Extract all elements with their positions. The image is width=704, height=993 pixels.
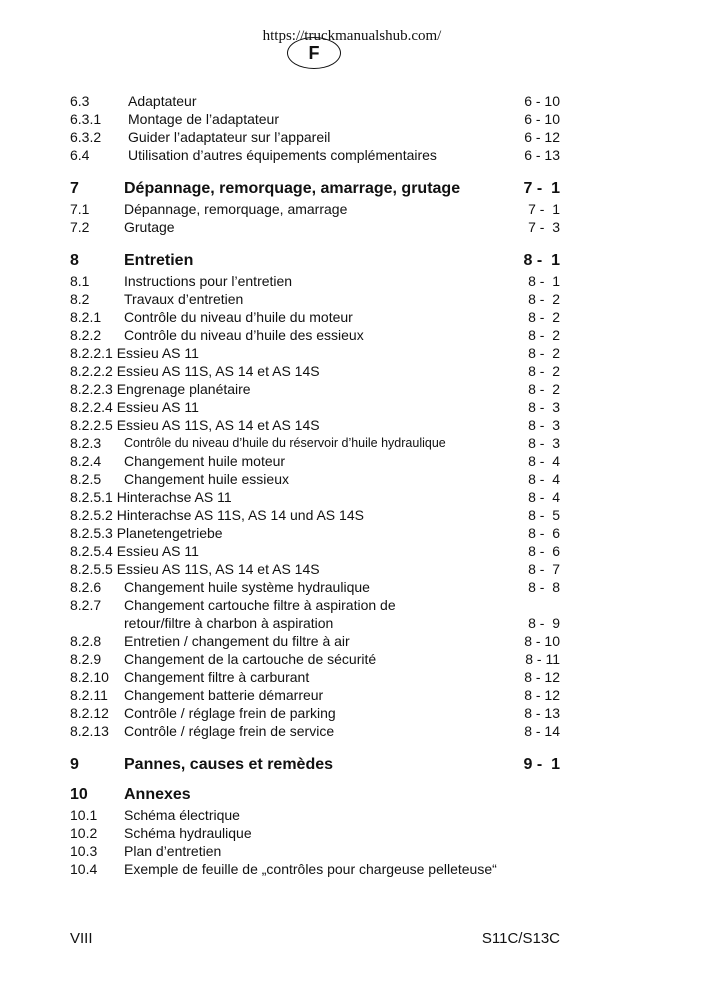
toc-page: 8 - 2: [528, 309, 560, 325]
toc-page: 7 - 3: [528, 219, 560, 235]
toc-number: 10: [70, 786, 88, 803]
toc-title: Grutage: [124, 219, 175, 235]
toc-page: 8 - 2: [528, 345, 560, 361]
toc-page: 8 - 4: [528, 489, 560, 505]
toc-page: 8 - 12: [524, 687, 560, 703]
toc-number: 6.3.2: [70, 129, 102, 145]
toc-title: Annexes: [124, 786, 191, 803]
toc-entry: [70, 416, 560, 434]
toc-number: 8.2.3: [70, 435, 102, 451]
toc-title: Utilisation d’autres équipements complémentaires: [128, 147, 437, 163]
page-footer: [70, 930, 560, 950]
toc-title: Entretien: [124, 252, 194, 269]
toc-title: Contrôle / réglage frein de service: [124, 723, 335, 739]
toc-title: Contrôle du niveau d’huile du réservoir d’huile hydraulique: [124, 436, 446, 450]
toc-title: 8.2.5.2 Hinterachse AS 11S, AS 14 und AS 14S: [70, 507, 364, 523]
toc-number: 10.1: [70, 807, 98, 823]
toc-page: 7 - 1: [523, 180, 560, 197]
toc-entry: [70, 128, 560, 146]
toc-number: 8: [70, 252, 79, 269]
toc-page: 6 - 12: [524, 129, 560, 145]
toc-number: 10.4: [70, 861, 98, 877]
toc-entry: [70, 362, 560, 380]
toc-number: 6.4: [70, 147, 90, 163]
toc-entry: [70, 470, 560, 488]
toc-page: 6 - 13: [524, 147, 560, 163]
toc-entry: [70, 704, 560, 722]
toc-title: retour/filtre à charbon à aspiration: [124, 615, 334, 631]
toc-spacer: [70, 164, 560, 178]
toc-entry: [70, 452, 560, 470]
toc-page: 8 - 2: [528, 363, 560, 379]
toc-entry: [70, 110, 560, 128]
toc-page: 8 - 10: [524, 633, 560, 649]
toc-entry: [70, 668, 560, 686]
toc-page: 9 - 1: [523, 756, 560, 773]
model-label: S11C/S13C: [481, 930, 560, 947]
toc-title: 8.2.5.3 Planetengetriebe: [70, 525, 223, 541]
toc-title: 8.2.5.5 Essieu AS 11S, AS 14 et AS 14S: [70, 561, 320, 577]
toc-number: 6.3.1: [70, 111, 102, 127]
toc-page: 8 - 2: [528, 327, 560, 343]
toc-title: 8.2.5.4 Essieu AS 11: [70, 543, 199, 559]
toc-page: 8 - 3: [528, 435, 560, 451]
toc-page: 8 - 3: [528, 399, 560, 415]
toc-title: Travaux d’entretien: [124, 291, 244, 307]
toc-title: Schéma hydraulique: [124, 825, 252, 841]
toc-entry: [70, 146, 560, 164]
toc-page: 8 - 4: [528, 453, 560, 469]
toc-entry: [70, 380, 560, 398]
toc-spacer: [70, 236, 560, 250]
toc-number: 8.2.9: [70, 651, 102, 667]
page-number: VIII: [70, 930, 93, 947]
toc-page: 8 - 12: [524, 669, 560, 685]
toc-entry: [70, 824, 560, 842]
toc-chapter: [70, 178, 560, 200]
toc-title: Changement huile essieux: [124, 471, 289, 487]
toc-number: 7.1: [70, 201, 90, 217]
toc-title: 8.2.2.2 Essieu AS 11S, AS 14 et AS 14S: [70, 363, 320, 379]
toc-title: Exemple de feuille de „contrôles pour chargeuse pelleteuse“: [124, 861, 497, 877]
toc-title: 8.2.2.4 Essieu AS 11: [70, 399, 199, 415]
toc-page: 8 - 14: [524, 723, 560, 739]
toc-page: 8 - 2: [528, 291, 560, 307]
toc-number: 9: [70, 756, 79, 773]
toc-title: 8.2.5.1 Hinterachse AS 11: [70, 489, 232, 505]
toc-entry: [70, 92, 560, 110]
toc-number: 10.3: [70, 843, 98, 859]
toc-page: 6 - 10: [524, 93, 560, 109]
toc-chapter: [70, 250, 560, 272]
language-badge: F: [287, 37, 341, 69]
toc-entry: [70, 722, 560, 740]
toc-entry: [70, 524, 560, 542]
toc-number: 8.2.7: [70, 597, 102, 613]
toc-title: Dépannage, remorquage, amarrage, grutage: [124, 180, 461, 197]
toc-page: 8 - 3: [528, 417, 560, 433]
toc-entry: [70, 596, 560, 614]
toc-number: 7.2: [70, 219, 90, 235]
toc-page: 8 - 9: [528, 615, 560, 631]
toc-page: 8 - 5: [528, 507, 560, 523]
toc-title: Contrôle du niveau d’huile du moteur: [124, 309, 353, 325]
toc-entry: [70, 842, 560, 860]
toc-title: Entretien / changement du filtre à air: [124, 633, 350, 649]
toc-entry: [70, 578, 560, 596]
toc-title: 8.2.2.5 Essieu AS 11S, AS 14 et AS 14S: [70, 417, 320, 433]
toc-title: Changement filtre à carburant: [124, 669, 310, 685]
toc-number: 8.2: [70, 291, 90, 307]
toc-number: 8.2.13: [70, 723, 109, 739]
toc-number: 8.2.1: [70, 309, 102, 325]
toc-page: 8 - 7: [528, 561, 560, 577]
toc-entry: [70, 290, 560, 308]
toc-title: Changement huile moteur: [124, 453, 286, 469]
toc-entry: [70, 398, 560, 416]
toc-title: 8.2.2.3 Engrenage planétaire: [70, 381, 251, 397]
toc-title: Adaptateur: [128, 93, 197, 109]
toc-title: 8.2.2.1 Essieu AS 11: [70, 345, 199, 361]
toc-number: 8.2.2: [70, 327, 102, 343]
toc-entry: [70, 488, 560, 506]
toc-title: Contrôle / réglage frein de parking: [124, 705, 336, 721]
toc-entry: [70, 308, 560, 326]
toc-title: Guider l’adaptateur sur l’appareil: [128, 129, 331, 145]
toc-entry: [70, 542, 560, 560]
toc-title: Montage de l’adaptateur: [128, 111, 279, 127]
toc-page: 8 - 2: [528, 381, 560, 397]
toc-page: 6 - 10: [524, 111, 560, 127]
toc-number: 8.2.10: [70, 669, 109, 685]
toc-title: Schéma électrique: [124, 807, 240, 823]
toc-entry: [70, 272, 560, 290]
toc-page: 8 - 13: [524, 705, 560, 721]
toc-number: 6.3: [70, 93, 90, 109]
toc-spacer: [70, 740, 560, 754]
toc-title: Instructions pour l’entretien: [124, 273, 293, 289]
toc-entry: [70, 614, 560, 632]
toc-page: 7 - 1: [528, 201, 560, 217]
toc-entry: [70, 860, 560, 878]
toc-page: 8 - 6: [528, 525, 560, 541]
toc-page: 8 - 8: [528, 579, 560, 595]
toc-chapter: [70, 784, 560, 806]
toc-entry: [70, 506, 560, 524]
toc-entry: [70, 806, 560, 824]
toc-title: Contrôle du niveau d’huile des essieux: [124, 327, 364, 343]
toc-entry: [70, 650, 560, 668]
toc-page: 8 - 6: [528, 543, 560, 559]
toc-page: 8 - 1: [523, 252, 560, 269]
toc-title: Changement cartouche filtre à aspiration de: [124, 597, 396, 613]
toc-page: 8 - 1: [528, 273, 560, 289]
toc-spacer: [70, 776, 560, 784]
toc-entry: [70, 686, 560, 704]
toc-title: Changement de la cartouche de sécurité: [124, 651, 377, 667]
toc-entry: [70, 218, 560, 236]
toc-number: 8.2.11: [70, 687, 108, 703]
toc-number: 8.2.6: [70, 579, 102, 595]
toc-number: 8.2.12: [70, 705, 109, 721]
toc-entry: [70, 560, 560, 578]
toc-entry: [70, 326, 560, 344]
toc-page: 8 - 11: [525, 651, 560, 667]
toc-entry: [70, 632, 560, 650]
toc-number: 8.2.5: [70, 471, 102, 487]
source-url[interactable]: https://truckmanualshub.com/: [262, 28, 442, 44]
toc-entry: [70, 200, 560, 218]
toc-chapter: [70, 754, 560, 776]
toc-page: 8 - 4: [528, 471, 560, 487]
toc-number: 8.2.8: [70, 633, 102, 649]
toc-title: Pannes, causes et remèdes: [124, 756, 334, 773]
toc-entry: [70, 344, 560, 362]
toc-entry: [70, 434, 560, 452]
toc-number: 8.1: [70, 273, 90, 289]
toc-title: Changement huile système hydraulique: [124, 579, 370, 595]
table-of-contents: [70, 92, 560, 878]
toc-title: Plan d’entretien: [124, 843, 222, 859]
toc-number: 10.2: [70, 825, 98, 841]
toc-number: 8.2.4: [70, 453, 102, 469]
toc-number: 7: [70, 180, 79, 197]
toc-title: Changement batterie démarreur: [124, 687, 324, 703]
toc-title: Dépannage, remorquage, amarrage: [124, 201, 348, 217]
